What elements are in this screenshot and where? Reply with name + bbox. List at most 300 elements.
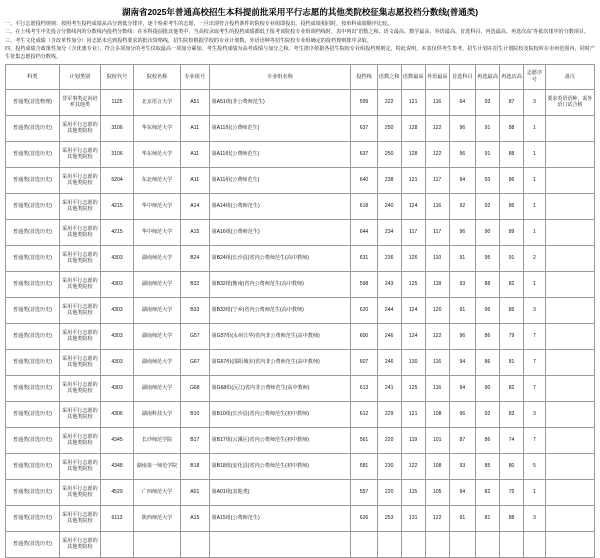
- row-zhiyuanxuhao: 7: [524, 427, 546, 453]
- row-toudangxian: 631: [351, 245, 377, 271]
- row-zaixuanzuigao: 95: [476, 245, 500, 271]
- row-zaixuancigao: 86: [500, 167, 524, 193]
- row-yuanxiao-daihao: 3106: [100, 115, 133, 141]
- row-toudangxian: 581: [351, 453, 377, 479]
- row-yuanxiao-mingcheng: 东北师范大学: [134, 167, 181, 193]
- column-header-beizhu: 备注: [545, 64, 594, 89]
- score-line-table: [5, 64, 595, 558]
- row-toudangxian: 620: [351, 297, 377, 323]
- row-zhiyuanxuhao: 7: [524, 375, 546, 401]
- row-zaixuancigao: [500, 531, 524, 557]
- row-yuwenzuigao: [401, 531, 425, 557]
- row-beizhu: [545, 505, 594, 531]
- row-zaixuancigao: 85: [500, 297, 524, 323]
- row-yuanxiao-mingcheng: 陕西师范大学: [134, 505, 181, 531]
- row-yuanxiao-daihao: 3106: [100, 141, 133, 167]
- row-yuwenzuigao: 121: [401, 89, 425, 115]
- row-waiyuzuigao: 110: [425, 245, 449, 271]
- row-yuanxiao-daihao: 4529: [100, 479, 133, 505]
- row-yuanxiao-mingcheng: 华东师范大学: [134, 115, 181, 141]
- row-kelei: 普通类(首选物理): [6, 89, 60, 115]
- row-shouxuankemu: 96: [449, 141, 475, 167]
- row-shouxuankemu: 64: [449, 89, 475, 115]
- row-yuanxiao-daihao: 4348: [100, 453, 133, 479]
- row-beizhu: [545, 141, 594, 167]
- row-shouxuankemu: 87: [449, 427, 475, 453]
- row-yuwenzuigao: 131: [401, 505, 425, 531]
- row-jihua: 采用平行志愿的其他类院校: [59, 141, 100, 167]
- row-zaixuanzuigao: 86: [476, 349, 500, 375]
- row-jihua: 采用平行志愿的其他类院校: [59, 375, 100, 401]
- table-row: [6, 219, 595, 245]
- row-yuwenzuigao: 115: [401, 479, 425, 505]
- row-beizhu: [545, 297, 594, 323]
- page-title: 湖南省2025年普通高校招生本科提前批采用平行志愿的其他类院校征集志愿投档分数线(普通类): [121, 7, 479, 17]
- table-row: [6, 115, 595, 141]
- row-shouxuankemu: 94: [449, 349, 475, 375]
- row-zhiyuanxuhao: 3: [524, 505, 546, 531]
- row-yuanxiao-daihao: 1125: [100, 89, 133, 115]
- row-yushuzhihe: 234: [377, 219, 401, 245]
- row-yuanxiao-mingcheng: 湖南师范大学: [134, 349, 181, 375]
- row-shouxuankemu: 96: [449, 219, 475, 245]
- row-zuming: 第B24组(长沙县)省内公费师范生(高中教师): [209, 245, 351, 271]
- row-yushuzhihe: 230: [377, 453, 401, 479]
- row-zaixuancigao: 79: [500, 323, 524, 349]
- row-zuming: 第G68组(沅江)省内非公费师范生(高中教师): [209, 375, 351, 401]
- row-zaixuanzuigao: 82: [476, 479, 500, 505]
- row-zaixuancigao: 87: [500, 89, 524, 115]
- row-zaixuancigao: 88: [500, 115, 524, 141]
- row-zhiyuanxuhao: 3: [524, 401, 546, 427]
- row-jihua: 采用平行志愿的其他类院校: [59, 531, 100, 557]
- row-yuanxiao-mingcheng: 湖南师范大学: [134, 375, 181, 401]
- row-zuhao: B32: [180, 271, 209, 297]
- column-header-shouxuankemu: 首选科目: [449, 64, 475, 89]
- column-header-zuming: 专业组名称: [209, 64, 351, 89]
- row-zhiyuanxuhao: 1: [524, 193, 546, 219]
- row-jihua: 采用平行志愿的其他类院校: [59, 323, 100, 349]
- row-zaixuancigao: 82: [500, 271, 524, 297]
- row-kelei: 普通类(首选历史): [6, 375, 60, 401]
- row-yuanxiao-mingcheng: 华中师范大学: [134, 193, 181, 219]
- column-header-yuwenzuigao: 语数最高: [401, 64, 425, 89]
- row-waiyuzuigao: 116: [425, 89, 449, 115]
- row-yuwenzuigao: 125: [401, 271, 425, 297]
- row-zaixuanzuigao: 85: [476, 453, 500, 479]
- column-header-waiyuzuigao: 外语最高: [425, 64, 449, 89]
- row-zhiyuanxuhao: 1: [524, 141, 546, 167]
- row-yuanxiao-mingcheng: [134, 531, 181, 557]
- row-yushuzhihe: 240: [377, 193, 401, 219]
- row-beizhu: [545, 271, 594, 297]
- row-shouxuankemu: 96: [449, 401, 475, 427]
- row-waiyuzuigao: 116: [425, 349, 449, 375]
- row-zuming: 第G67组(邵阳城步)省内非公费师范生(高中教师): [209, 349, 351, 375]
- row-yuanxiao-daihao: 4303: [100, 297, 133, 323]
- row-zaixuanzuigao: 92: [476, 193, 500, 219]
- row-zhiyuanxuhao: 2: [524, 245, 546, 271]
- row-yuanxiao-mingcheng: 华东师范大学: [134, 141, 181, 167]
- row-zaixuanzuigao: 91: [476, 115, 500, 141]
- row-kelei: 普通类(首选历史): [6, 453, 60, 479]
- row-zaixuanzuigao: 88: [476, 271, 500, 297]
- row-yuanxiao-daihao: 4215: [100, 219, 133, 245]
- row-yuanxiao-mingcheng: 湖南师范大学: [134, 245, 181, 271]
- row-zhiyuanxuhao: 7: [524, 323, 546, 349]
- row-yushuzhihe: [377, 531, 401, 557]
- row-beizhu: [545, 401, 594, 427]
- table-row: [6, 323, 595, 349]
- row-zuming: 第G57组(永州江华)省内非公费师范生(高中教师): [209, 323, 351, 349]
- row-yuanxiao-mingcheng: 北京语言大学: [134, 89, 181, 115]
- row-zuhao: A51: [180, 89, 209, 115]
- row-shouxuankemu: [449, 531, 475, 557]
- row-zhiyuanxuhao: 1: [524, 479, 546, 505]
- row-zuhao: A11: [180, 141, 209, 167]
- row-waiyuzuigao: 118: [425, 271, 449, 297]
- row-zaixuanzuigao: 81: [476, 505, 500, 531]
- row-zaixuanzuigao: [476, 531, 500, 557]
- row-yuwenzuigao: 121: [401, 401, 425, 427]
- row-yushuzhihe: 229: [377, 401, 401, 427]
- row-yuwenzuigao: 130: [401, 349, 425, 375]
- row-zhiyuanxuhao: 1: [524, 219, 546, 245]
- row-beizhu: [545, 115, 594, 141]
- table-row: [6, 505, 595, 531]
- row-zuhao: A14: [180, 193, 209, 219]
- row-yushuzhihe: 220: [377, 427, 401, 453]
- row-toudangxian: 637: [351, 115, 377, 141]
- row-yuwenzuigao: 117: [401, 219, 425, 245]
- row-yuanxiao-mingcheng: 湖南师范大学: [134, 323, 181, 349]
- table-header: [6, 64, 595, 89]
- row-waiyuzuigao: 122: [425, 505, 449, 531]
- row-kelei: 普通类(首选历史): [6, 531, 60, 557]
- row-yuwenzuigao: 122: [401, 453, 425, 479]
- column-header-zuhao: 专业组号: [180, 64, 209, 89]
- row-shouxuankemu: 96: [449, 323, 475, 349]
- row-beizhu: [545, 193, 594, 219]
- column-header-yuanxiao-mingcheng: 院校名称: [134, 64, 181, 89]
- row-zaixuancigao: 88: [500, 505, 524, 531]
- row-zhiyuanxuhao: [524, 531, 546, 557]
- row-zaixuanzuigao: 93: [476, 167, 500, 193]
- row-zaixuancigao: 82: [500, 375, 524, 401]
- table-row: [6, 453, 595, 479]
- row-jihua: 非军事类定向培养其他类: [59, 89, 100, 115]
- row-yuanxiao-daihao: 6113: [100, 505, 133, 531]
- row-zhiyuanxuhao: 1: [524, 115, 546, 141]
- row-zuhao: A15: [180, 219, 209, 245]
- row-zaixuancigao: 75: [500, 479, 524, 505]
- row-yuwenzuigao: 128: [401, 115, 425, 141]
- table-row: [6, 167, 595, 193]
- intro-paragraph-2: 二、在上线考生中先投合分数线内的分数线内投档分数线：在本科提前批其他类中，当高校录取考生的投档成绩都低于报考该院校专业组调档线时，表中列出“语数之和、语文最高、数学最高、外语最高、首选科目、再选最高、再选次高”等依次排序的分数项目。: [5, 29, 590, 36]
- row-zaixuancigao: 86: [500, 193, 524, 219]
- row-kelei: 普通类(首选历史): [6, 505, 60, 531]
- row-beizhu: 要求英语语种，需外语口试合格: [545, 89, 594, 115]
- table-row: [6, 141, 595, 167]
- row-yuwenzuigao: 124: [401, 323, 425, 349]
- row-zaixuanzuigao: 86: [476, 427, 500, 453]
- row-kelei: 普通类(首选历史): [6, 297, 60, 323]
- row-beizhu: [545, 375, 594, 401]
- row-yuanxiao-mingcheng: 湖南师范大学: [134, 271, 181, 297]
- row-zuhao: B17: [180, 427, 209, 453]
- row-zuhao: G68: [180, 375, 209, 401]
- row-yuanxiao-daihao: 4303: [100, 271, 133, 297]
- row-kelei: 普通类(首选历史): [6, 115, 60, 141]
- row-shouxuankemu: 91: [449, 245, 475, 271]
- row-toudangxian: 637: [351, 141, 377, 167]
- table-row: [6, 427, 595, 453]
- row-zuming: 第A11组(公费师范生): [209, 115, 351, 141]
- row-yuwenzuigao: 124: [401, 297, 425, 323]
- row-waiyuzuigao: 122: [425, 115, 449, 141]
- row-jihua: 采用平行志愿的其他类院校: [59, 245, 100, 271]
- row-waiyuzuigao: 101: [425, 427, 449, 453]
- row-yushuzhihe: 246: [377, 349, 401, 375]
- row-jihua: 采用平行志愿的其他类院校: [59, 167, 100, 193]
- row-zuhao: G57: [180, 323, 209, 349]
- row-jihua: 采用平行志愿的其他类院校: [59, 193, 100, 219]
- row-jihua: 采用平行志愿的其他类院校: [59, 453, 100, 479]
- row-waiyuzuigao: 117: [425, 219, 449, 245]
- table-body: [6, 89, 595, 557]
- row-yuanxiao-mingcheng: 长沙师范学院: [134, 427, 181, 453]
- row-zhiyuanxuhao: 5: [524, 453, 546, 479]
- row-yushuzhihe: 236: [377, 245, 401, 271]
- row-yuanxiao-daihao: 4303: [100, 349, 133, 375]
- row-yushuzhihe: 250: [377, 141, 401, 167]
- row-toudangxian: 598: [351, 271, 377, 297]
- row-zuming: 第B33组(宁乡)省内公费师范生(高中教师): [209, 297, 351, 323]
- row-kelei: 普通类(首选历史): [6, 271, 60, 297]
- row-beizhu: [545, 219, 594, 245]
- row-waiyuzuigao: 117: [425, 167, 449, 193]
- row-waiyuzuigao: 108: [425, 401, 449, 427]
- intro-paragraph-3: 三、考生文化成绩（含改革性加分）因志愿未达到投档要求的批次资格线，招生院校根据学校的专业计划数，外语语种等招生院校专业组确定的投档规则排序录取。: [5, 37, 372, 44]
- row-zhiyuanxuhao: 1: [524, 167, 546, 193]
- table-row: [6, 375, 595, 401]
- row-waiyuzuigao: 105: [425, 479, 449, 505]
- intro-paragraph-4: 四、投档成绩含政策性加分（含优惠专业），符合多项加分的考生仅取最高一项加分累加，考生投档成绩为高考成绩与加分之和。考生排序依据各招生院校专业组投档规则定，特此说明。本表仅供考生参考，招生计划在招生计划院校及院校所在市州范围内，同时产生征集志愿投档分数线。: [5, 46, 595, 60]
- row-zuming: 第A11组(公费师范生): [209, 141, 351, 167]
- row-toudangxian: 599: [351, 89, 377, 115]
- row-kelei: 普通类(首选历史): [6, 323, 60, 349]
- row-yuanxiao-mingcheng: 湖南第一师范学院: [134, 453, 181, 479]
- row-shouxuankemu: 92: [449, 193, 475, 219]
- row-toudangxian: 600: [351, 323, 377, 349]
- table-row: [6, 401, 595, 427]
- row-zuhao: A11: [180, 115, 209, 141]
- table-header-row: [6, 64, 595, 89]
- row-yushuzhihe: 222: [377, 89, 401, 115]
- row-zuming: 第B18组(安化县)省内公费师范生(初中教师): [209, 453, 351, 479]
- table-row: [6, 297, 595, 323]
- row-jihua: 采用平行志愿的其他类院校: [59, 115, 100, 141]
- row-yuwenzuigao: 119: [401, 427, 425, 453]
- row-kelei: 普通类(首选历史): [6, 141, 60, 167]
- row-yuanxiao-daihao: 4215: [100, 193, 133, 219]
- row-beizhu: [545, 167, 594, 193]
- row-waiyuzuigao: [425, 531, 449, 557]
- row-beizhu: [545, 531, 594, 557]
- row-toudangxian: 626: [351, 505, 377, 531]
- row-zuhao: A01: [180, 479, 209, 505]
- row-beizhu: [545, 427, 594, 453]
- row-kelei: 普通类(首选历史): [6, 219, 60, 245]
- row-yushuzhihe: 241: [377, 375, 401, 401]
- row-zuming: 第A14组(公费师范生): [209, 193, 351, 219]
- row-yuanxiao-daihao: 5204: [100, 167, 133, 193]
- row-yuanxiao-daihao: 4303: [100, 323, 133, 349]
- row-zuming: 第A01组(其他类): [209, 479, 351, 505]
- row-zaixuancigao: 80: [500, 453, 524, 479]
- row-shouxuankemu: 96: [449, 115, 475, 141]
- row-zaixuancigao: 74: [500, 427, 524, 453]
- row-zuming: 第B17组(云溪区)省内公费师范生(初中教师): [209, 427, 351, 453]
- row-waiyuzuigao: 116: [425, 193, 449, 219]
- row-kelei: 普通类(首选历史): [6, 349, 60, 375]
- row-beizhu: [545, 245, 594, 271]
- row-zuming: 第B10组(长沙县)省内公费师范生(初中教师): [209, 401, 351, 427]
- row-zuming: [209, 531, 351, 557]
- row-waiyuzuigao: 122: [425, 141, 449, 167]
- column-header-zaixuanzuigao: 再选最高: [476, 64, 500, 89]
- column-header-yuanxiao-daihao: 院校代号: [100, 64, 133, 89]
- row-toudangxian: 607: [351, 349, 377, 375]
- row-yuanxiao-daihao: 4306: [100, 401, 133, 427]
- row-toudangxian: 613: [351, 375, 377, 401]
- row-toudangxian: [351, 531, 377, 557]
- row-yushuzhihe: 253: [377, 505, 401, 531]
- row-zaixuancigao: 88: [500, 141, 524, 167]
- row-jihua: 采用平行志愿的其他类院校: [59, 479, 100, 505]
- intro-paragraph-1: 一、平行志愿投档规则：按照考生投档成绩从高分到低分排序，逐个检索考生的志愿，一旦出现符合投档条件的院校专业组即投出。投档成绩相同时，按单科成绩顺序比较。: [5, 21, 393, 27]
- row-toudangxian: 640: [351, 167, 377, 193]
- column-header-zaixuancigao: 再选次高: [500, 64, 524, 89]
- row-toudangxian: 612: [351, 401, 377, 427]
- row-kelei: 普通类(首选历史): [6, 167, 60, 193]
- row-shouxuankemu: 91: [449, 505, 475, 531]
- column-header-zhiyuanxuhao: 志愿序号: [524, 64, 546, 89]
- row-zaixuanzuigao: 91: [476, 141, 500, 167]
- row-kelei: 普通类(首选历史): [6, 427, 60, 453]
- row-shouxuankemu: 93: [449, 271, 475, 297]
- table-row: [6, 479, 595, 505]
- row-zuhao: B18: [180, 453, 209, 479]
- row-yuanxiao-mingcheng: 湖南师范大学: [134, 297, 181, 323]
- row-zaixuancigao: 83: [500, 401, 524, 427]
- row-zaixuanzuigao: 93: [476, 89, 500, 115]
- row-jihua: 采用平行志愿的其他类院校: [59, 297, 100, 323]
- row-toudangxian: 618: [351, 193, 377, 219]
- row-shouxuankemu: 94: [449, 375, 475, 401]
- row-yuanxiao-daihao: [100, 531, 133, 557]
- row-waiyuzuigao: 116: [425, 375, 449, 401]
- row-yushuzhihe: 220: [377, 479, 401, 505]
- row-yushuzhihe: 244: [377, 297, 401, 323]
- row-kelei: 普通类(首选历史): [6, 401, 60, 427]
- row-yuwenzuigao: 128: [401, 141, 425, 167]
- row-zaixuancigao: 81: [500, 349, 524, 375]
- row-jihua: 采用平行志愿的其他类院校: [59, 427, 100, 453]
- row-yushuzhihe: 246: [377, 323, 401, 349]
- row-yushuzhihe: 238: [377, 167, 401, 193]
- row-jihua: 采用平行志愿的其他类院校: [59, 219, 100, 245]
- row-zuhao: G67: [180, 349, 209, 375]
- row-zaixuanzuigao: 92: [476, 401, 500, 427]
- row-toudangxian: 557: [351, 479, 377, 505]
- row-shouxuankemu: 94: [449, 479, 475, 505]
- row-yuwenzuigao: 125: [401, 375, 425, 401]
- row-yuanxiao-daihao: 4303: [100, 375, 133, 401]
- row-toudangxian: 644: [351, 219, 377, 245]
- row-yuwenzuigao: 124: [401, 193, 425, 219]
- table-row: [6, 349, 595, 375]
- row-yuanxiao-mingcheng: 湖南科技大学: [134, 401, 181, 427]
- row-yuwenzuigao: 126: [401, 245, 425, 271]
- table-row: [6, 89, 595, 115]
- row-zuhao: A15: [180, 505, 209, 531]
- row-yuanxiao-daihao: 4345: [100, 427, 133, 453]
- row-beizhu: [545, 479, 594, 505]
- column-header-yushuzhihe: 语数之和: [377, 64, 401, 89]
- row-shouxuankemu: 91: [449, 297, 475, 323]
- row-zaixuancigao: 91: [500, 245, 524, 271]
- row-zaixuanzuigao: 90: [476, 219, 500, 245]
- row-zuhao: B24: [180, 245, 209, 271]
- row-kelei: 普通类(首选历史): [6, 479, 60, 505]
- row-zuming: 第A15组(公费师范生): [209, 505, 351, 531]
- column-header-toudangxian: 投档线: [351, 64, 377, 89]
- row-waiyuzuigao: 108: [425, 453, 449, 479]
- row-shouxuankemu: 94: [449, 167, 475, 193]
- row-zhiyuanxuhao: 3: [524, 297, 546, 323]
- row-zuhao: [180, 531, 209, 557]
- table-row: [6, 245, 595, 271]
- row-kelei: 普通类(首选历史): [6, 193, 60, 219]
- row-beizhu: [545, 349, 594, 375]
- row-zaixuanzuigao: 96: [476, 297, 500, 323]
- row-toudangxian: 561: [351, 427, 377, 453]
- table-row: [6, 193, 595, 219]
- row-zuhao: A11: [180, 167, 209, 193]
- row-shouxuankemu: 93: [449, 453, 475, 479]
- row-jihua: 采用平行志愿的其他类院校: [59, 271, 100, 297]
- row-yuanxiao-mingcheng: 广西师范大学: [134, 479, 181, 505]
- row-zhiyuanxuhao: 7: [524, 349, 546, 375]
- table-row: [6, 531, 595, 557]
- row-waiyuzuigao: 122: [425, 323, 449, 349]
- row-jihua: 采用平行志愿的其他类院校: [59, 505, 100, 531]
- row-zuming: 第B32组(衡南)省内公费师范生(高中教师): [209, 271, 351, 297]
- row-kelei: 普通类(首选历史): [6, 245, 60, 271]
- row-zuming: 第A11组(公费师范生): [209, 167, 351, 193]
- row-yushuzhihe: 250: [377, 115, 401, 141]
- row-zuming: 第A51组(非公费师范生): [209, 89, 351, 115]
- row-zhiyuanxuhao: 1: [524, 271, 546, 297]
- row-zaixuanzuigao: 90: [476, 375, 500, 401]
- row-yuanxiao-daihao: 4303: [100, 245, 133, 271]
- column-header-jihua: 计划类别: [59, 64, 100, 89]
- row-yushuzhihe: 243: [377, 271, 401, 297]
- row-yuanxiao-mingcheng: 华中师范大学: [134, 219, 181, 245]
- intro-section: [5, 21, 595, 61]
- row-waiyuzuigao: 120: [425, 297, 449, 323]
